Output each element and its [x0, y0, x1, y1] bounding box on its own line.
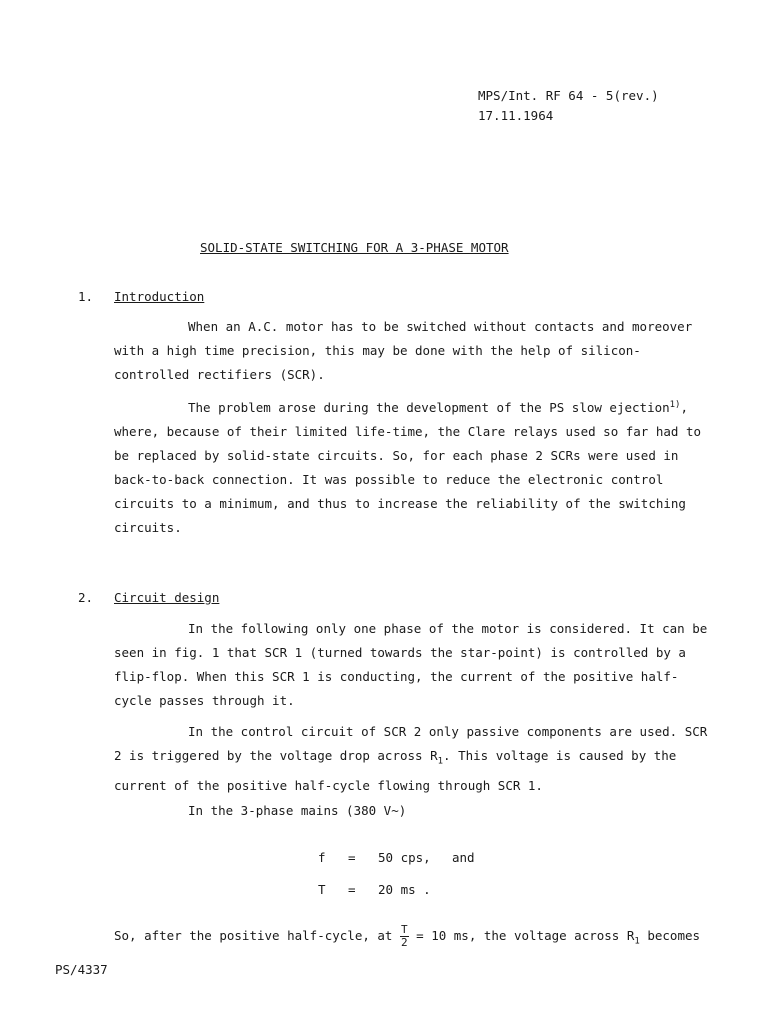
eq-lhs: f — [318, 850, 326, 865]
eq-lhs: T — [318, 882, 326, 897]
eq-operator: = — [348, 882, 356, 897]
subscript-r1: 1 — [634, 936, 640, 947]
section-2-number: 2. — [78, 590, 94, 605]
equation-period — [318, 882, 431, 897]
equation-frequency — [318, 850, 475, 865]
section-1-paragraph-1: When an A.C. motor has to be switched without contacts and moreover with a high time precision, this may be done with the help of silicon-controlled rectifiers (SCR). — [114, 319, 693, 382]
footnote-marker: 1) — [669, 400, 681, 410]
section-2-paragraph-3: In the 3-phase mains (380 V~) — [188, 803, 407, 818]
section-2-title: Circuit design — [114, 590, 220, 605]
paragraph-2-end: , where, because of their limited life-time, the Clare relays used so far had to be replaced by solid-state circuits. So, for each phase 2 SCRs were used in back-to-back connection. It was possible to reduce the electronic control circuits to a minimum, and thus to increase the reliability of the switching circuits. — [114, 400, 701, 536]
eq-rhs: 50 cps, — [378, 850, 431, 865]
eq-tail: and — [452, 850, 475, 865]
eq-operator: = — [348, 850, 356, 865]
paragraph-4-middle: = 10 ms, the voltage across R — [416, 928, 635, 943]
section-2-paragraph-2 — [114, 720, 714, 798]
paragraph-2-start: The problem arose during the development of the PS slow ejection — [188, 400, 670, 416]
eq-rhs: 20 ms . — [378, 882, 431, 897]
footer-code: PS/4337 — [55, 962, 108, 977]
fraction-numerator: T — [400, 923, 408, 936]
section-2-paragraph-4 — [114, 922, 700, 956]
fraction-denominator: 2 — [400, 936, 408, 949]
document-title: SOLID-STATE SWITCHING FOR A 3-PHASE MOTOR — [200, 240, 509, 255]
paragraph-2-start: In the control circuit of SCR 2 only passive components are used. SCR 2 is triggered by the voltage drop across R — [114, 724, 708, 763]
section-1-paragraph-2 — [114, 393, 714, 540]
document-date: 17.11.1964 — [478, 108, 554, 123]
paragraph-4-end: becomes — [647, 928, 701, 943]
paragraph-4-start: So, after the positive half-cycle, at — [114, 928, 393, 943]
subscript-r1: 1 — [437, 756, 444, 767]
section-2-paragraph-1: In the following only one phase of the motor is considered. It can be seen in fig. 1 that SCR 1 (turned towards the star-point) is controlled by a flip-flop. When this SCR 1 is conducting, the current of the positive half-cycle passes through it. — [114, 621, 708, 708]
section-1-number: 1. — [78, 289, 94, 304]
section-1-title: Introduction — [114, 289, 205, 304]
fraction-t-over-2 — [400, 924, 409, 949]
paragraph-2-end: . This voltage is caused by the current of the positive half-cycle flowing through SCR 1. — [114, 748, 677, 793]
document-reference — [478, 86, 659, 126]
reference-number: MPS/Int. RF 64 - 5(rev.) — [478, 88, 659, 103]
